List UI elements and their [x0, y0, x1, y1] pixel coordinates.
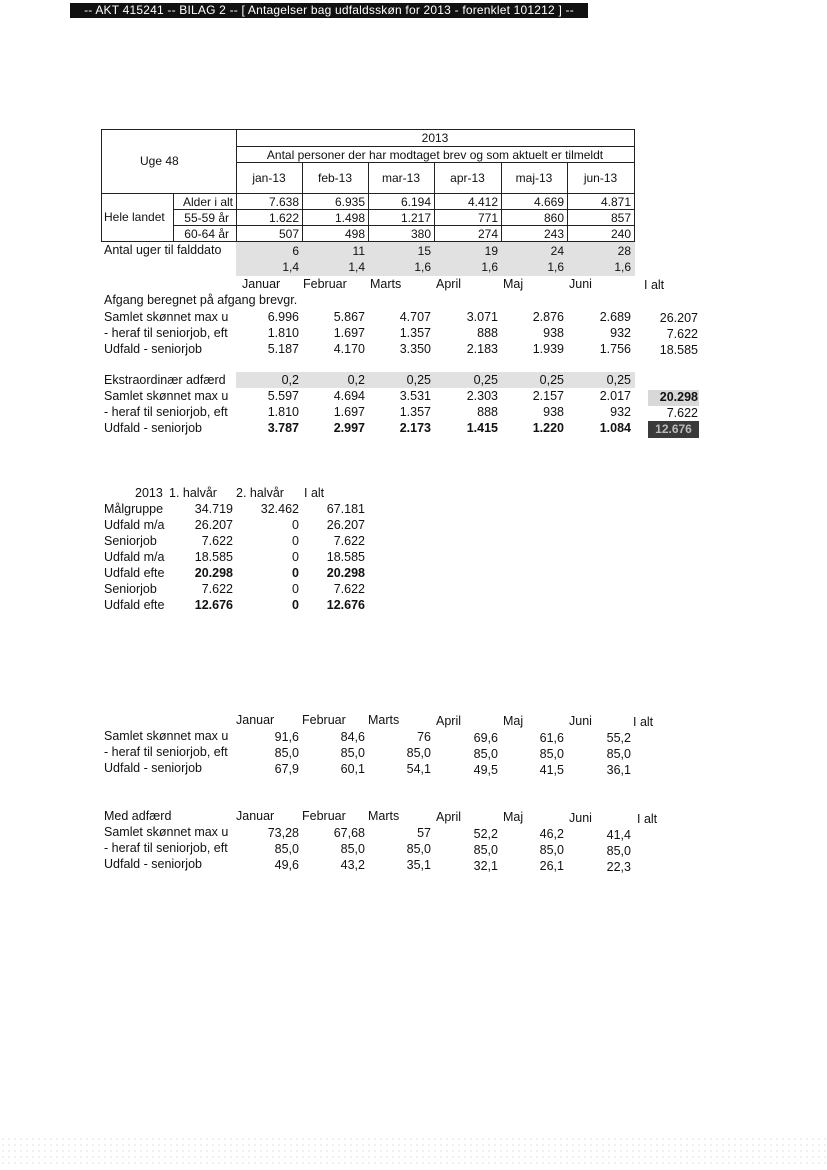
value: 35,1	[406, 858, 431, 872]
table-cell: 857	[610, 211, 631, 225]
col-header: Januar	[236, 713, 275, 727]
summary-label: Seniorjob	[104, 582, 157, 596]
value: 1.357	[399, 405, 431, 419]
ekstra-value: 0,25	[539, 373, 564, 387]
row-label: - heraf til seniorjob, eft	[104, 745, 228, 759]
value: 49,6	[274, 858, 299, 872]
row-label: Samlet skønnet max u	[104, 389, 229, 403]
summary-value: 0	[292, 534, 299, 548]
col-header: April	[436, 714, 462, 728]
value: 67,9	[274, 762, 299, 776]
row-label: Samlet skønnet max u	[104, 729, 229, 743]
value: 46,2	[539, 827, 564, 841]
value: 41,5	[539, 763, 564, 777]
value: 60,1	[340, 762, 365, 776]
week-label: Uge 48	[140, 154, 179, 168]
value: 932	[610, 405, 631, 419]
value: 18.585	[659, 343, 698, 357]
value: 2.303	[466, 389, 498, 403]
row-label: - heraf til seniorjob, eft	[104, 841, 228, 855]
value: 938	[543, 405, 564, 419]
row-label: Udfald - seniorjob	[104, 421, 202, 435]
summary-label: Udfald efte	[104, 598, 165, 612]
summary-label: Seniorjob	[104, 534, 157, 548]
col-header: Januar	[236, 809, 275, 823]
summary-value: 34.719	[194, 502, 233, 516]
value: 85,0	[274, 746, 299, 760]
table-cell: 6.935	[334, 195, 365, 209]
col-header: I alt	[637, 812, 658, 826]
table-cell: 4.871	[600, 195, 631, 209]
value: 85,0	[473, 747, 498, 761]
table-cell: 860	[543, 211, 564, 225]
summary-value: 7.622	[201, 534, 233, 548]
table-cell: 7.638	[268, 195, 299, 209]
factor-value: 1,6	[481, 260, 498, 274]
summary-value: 26.207	[326, 518, 365, 532]
summary-value: 7.622	[201, 582, 233, 596]
value: 2.017	[599, 389, 631, 403]
value: 6.996	[267, 310, 299, 324]
value: 69,6	[473, 731, 498, 745]
table-cell: 243	[543, 227, 564, 241]
factor-value: 1,4	[348, 260, 365, 274]
col-header: Maj	[503, 714, 524, 728]
table-cell: 380	[410, 227, 431, 241]
value: 85,0	[606, 747, 631, 761]
value: 2.689	[599, 310, 631, 324]
table-cell: 771	[477, 211, 498, 225]
col-header: Januar	[242, 277, 281, 291]
month-header: maj-13	[515, 171, 553, 185]
value: 7.622	[666, 327, 698, 341]
summary-value: 12.676	[326, 598, 365, 612]
weeks-value: 28	[617, 244, 631, 258]
summary-value: 7.622	[333, 534, 365, 548]
year-label: 2013	[421, 131, 449, 145]
month-header: feb-13	[317, 171, 353, 185]
table-cell: 1.498	[334, 211, 365, 225]
value: 91,6	[274, 730, 299, 744]
value: 32,1	[473, 859, 498, 873]
col-header: Februar	[303, 277, 347, 291]
value: 57	[417, 826, 431, 840]
row-label: 55-59 år	[184, 211, 229, 225]
value: 888	[477, 405, 498, 419]
table-cell: 240	[610, 227, 631, 241]
row-label: Udfald - seniorjob	[104, 342, 202, 356]
afgang-label: Afgang beregnet på afgang brevgr.	[104, 293, 298, 307]
value: 5.867	[333, 310, 365, 324]
col-header: April	[436, 810, 462, 824]
value: 26.207	[659, 311, 698, 325]
summary-head: 2013	[135, 486, 163, 500]
summary-value: 18.585	[326, 550, 365, 564]
ekstra-value: 0,2	[281, 373, 299, 387]
summary-value: 7.622	[333, 582, 365, 596]
summary-head: 2. halvår	[236, 486, 284, 500]
table-cell: 498	[344, 227, 365, 241]
value: 54,1	[406, 762, 431, 776]
value: 85,0	[539, 747, 564, 761]
col-header: I alt	[644, 278, 665, 292]
value: 85,0	[473, 843, 498, 857]
summary-value: 0	[292, 550, 299, 564]
table-cell: 274	[477, 227, 498, 241]
value: 85,0	[274, 842, 299, 856]
weeks-value: 15	[417, 244, 431, 258]
value: 1.084	[599, 421, 631, 435]
summary-value: 20.298	[326, 566, 365, 580]
factor-value: 1,4	[282, 260, 299, 274]
value: 3.531	[399, 389, 431, 403]
table-cell: 4.412	[467, 195, 498, 209]
summary-value: 18.585	[194, 550, 233, 564]
value: 49,5	[473, 763, 498, 777]
col-header: Juni	[569, 277, 592, 291]
value: 7.622	[666, 406, 698, 420]
value: 1.220	[532, 421, 564, 435]
table-cell: 6.194	[400, 195, 431, 209]
table-cell: 1.217	[400, 211, 431, 225]
ekstra-value: 0,2	[347, 373, 365, 387]
value: 67,68	[333, 826, 365, 840]
ekstra-label: Ekstraordinær adfærd	[104, 373, 226, 387]
value: 5.187	[267, 342, 299, 356]
value: 932	[610, 326, 631, 340]
value: 85,0	[539, 843, 564, 857]
weeks-label: Antal uger til falddato	[104, 243, 222, 257]
col-header: April	[436, 277, 462, 291]
table-subtitle: Antal personer der har modtaget brev og som aktuelt er tilmeldt	[266, 148, 604, 162]
value: 41,4	[606, 828, 631, 842]
col-header: Juni	[569, 714, 592, 728]
value: 84,6	[340, 730, 365, 744]
value: 4.707	[399, 310, 431, 324]
row-label: - heraf til seniorjob, eft	[104, 405, 228, 419]
factor-value: 1,6	[414, 260, 431, 274]
value: 3.787	[267, 421, 299, 435]
value: 2.173	[399, 421, 431, 435]
value: 85,0	[606, 844, 631, 858]
value: 938	[543, 326, 564, 340]
col-header: Maj	[503, 810, 524, 824]
value: 43,2	[340, 858, 365, 872]
summary-head: I alt	[304, 486, 325, 500]
value: 22,3	[606, 860, 631, 874]
value: 85,0	[340, 842, 365, 856]
value: 73,28	[267, 826, 299, 840]
summary-label: Udfald m/a	[104, 518, 165, 532]
summary-value: 20.298	[194, 566, 233, 580]
col-header: I alt	[633, 715, 654, 729]
summary-label: Udfald efte	[104, 566, 165, 580]
table-cell: 507	[278, 227, 299, 241]
col-header: Februar	[302, 713, 346, 727]
factor-value: 1,6	[547, 260, 564, 274]
summary-value: 0	[292, 518, 299, 532]
ekstra-value: 0,25	[406, 373, 431, 387]
row-label: 60-64 år	[184, 227, 229, 241]
col-header: Februar	[302, 809, 346, 823]
value: 76	[417, 730, 431, 744]
row-label: Alder i alt	[182, 195, 233, 209]
value: 85,0	[340, 746, 365, 760]
value: 85,0	[406, 746, 431, 760]
value: 3.071	[466, 310, 498, 324]
summary-label: Målgruppe	[104, 502, 164, 516]
summary-label: Udfald m/a	[104, 550, 165, 564]
weeks-value: 24	[550, 244, 564, 258]
summary-head: 1. halvår	[169, 486, 217, 500]
value: 888	[477, 326, 498, 340]
weeks-value: 6	[292, 244, 299, 258]
summary-value: 0	[292, 582, 299, 596]
value: 1.357	[399, 326, 431, 340]
month-header: mar-13	[381, 171, 420, 185]
value: 20.298	[659, 390, 698, 404]
weeks-value: 19	[484, 244, 498, 258]
summary-value: 0	[292, 598, 299, 612]
table-cell: 1.622	[268, 211, 299, 225]
value: 52,2	[473, 827, 498, 841]
month-header: apr-13	[450, 171, 485, 185]
value: 1.810	[267, 326, 299, 340]
region-label: Hele landet	[104, 210, 165, 224]
summary-value: 26.207	[194, 518, 233, 532]
summary-value: 67.181	[326, 502, 365, 516]
document-header-bar: -- AKT 415241 -- BILAG 2 -- [ Antagelser bag udfaldsskøn for 2013 - forenklet 101212 ] --	[70, 3, 588, 18]
row-label: Udfald - seniorjob	[104, 857, 202, 871]
row-label: Samlet skønnet max u	[104, 825, 229, 839]
value: 5.597	[267, 389, 299, 403]
value: 61,6	[539, 731, 564, 745]
scan-noise-footer	[0, 1136, 827, 1166]
value: 4.694	[333, 389, 365, 403]
summary-value: 12.676	[194, 598, 233, 612]
value: 2.183	[466, 342, 498, 356]
month-header: jan-13	[252, 171, 286, 185]
value: 2.876	[532, 310, 564, 324]
table-title: Med adfærd	[104, 809, 172, 823]
value: 26,1	[539, 859, 564, 873]
col-header: Marts	[368, 809, 400, 823]
value: 1.415	[466, 421, 498, 435]
value: 1.697	[333, 405, 365, 419]
col-header: Juni	[569, 811, 592, 825]
value: 2.997	[333, 421, 365, 435]
value: 3.350	[399, 342, 431, 356]
col-header: Maj	[503, 277, 524, 291]
table-cell: 4.669	[533, 195, 564, 209]
total-dark-cell: 12.676	[648, 421, 699, 438]
ekstra-value: 0,25	[473, 373, 498, 387]
weeks-value: 11	[352, 244, 365, 258]
value: 55,2	[606, 731, 631, 745]
row-label: Udfald - seniorjob	[104, 761, 202, 775]
value: 1.810	[267, 405, 299, 419]
value: 36,1	[606, 763, 631, 777]
value: 85,0	[406, 842, 431, 856]
summary-value: 0	[292, 566, 299, 580]
ekstra-value: 0,25	[606, 373, 631, 387]
value: 1.939	[532, 342, 564, 356]
month-header: jun-13	[583, 171, 618, 185]
row-label: Samlet skønnet max u	[104, 310, 229, 324]
col-header: Marts	[368, 713, 400, 727]
value: 1.756	[599, 342, 631, 356]
value: 1.697	[333, 326, 365, 340]
row-label: - heraf til seniorjob, eft	[104, 326, 228, 340]
value: 2.157	[532, 389, 564, 403]
summary-value: 32.462	[260, 502, 299, 516]
value: 4.170	[333, 342, 365, 356]
col-header: Marts	[370, 277, 402, 291]
factor-value: 1,6	[614, 260, 631, 274]
